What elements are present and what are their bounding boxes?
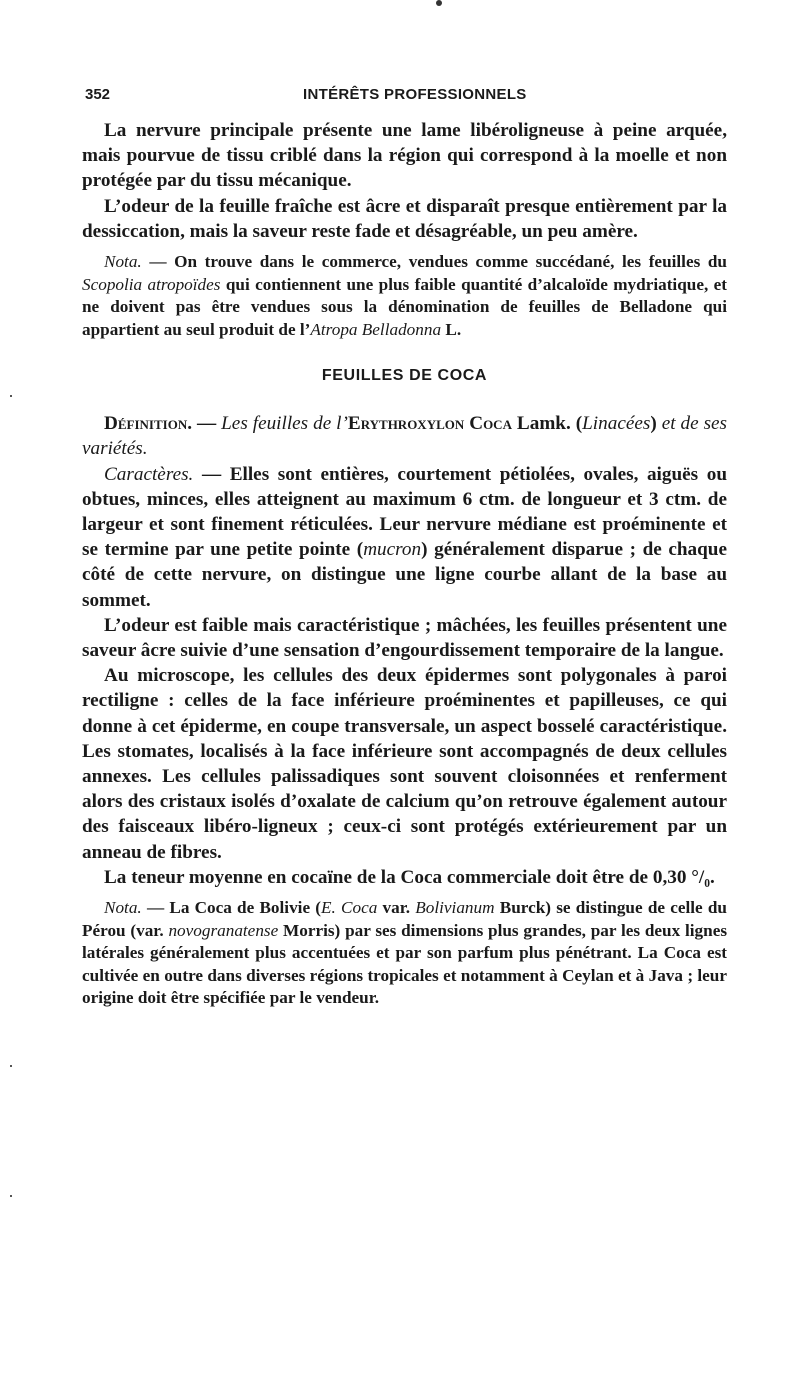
- definition-dash: —: [192, 413, 222, 435]
- nota-text: qui contiennent une plus faible quantité d’alcaloïde mydriatique, et ne doivent pas être vendues sous la dénomination de feuilles de Belladone qui appartient au seul produit de l’: [82, 274, 727, 339]
- definition-text: Lamk. (: [511, 413, 583, 435]
- definition-label: Définition.: [104, 413, 193, 435]
- species-name: Atropa Belladonna: [310, 319, 442, 339]
- nota-text: Morris) par ses dimensions plus grandes, par les deux lignes latérales généralement plus accentuées et par son parfum plus pénétrant. La Coca est cultivée en outre dans diverses régions tropicales et notamment à Ceylan et à Java ; leur origine doit être spécifiée par le vendeur.: [82, 920, 728, 1008]
- genus-name: Erythroxylon Coca: [347, 413, 512, 435]
- caracteres-text: ) généralement disparue ; de chaque côté de cette nervure, on distingue une ligne courbe allant de la base au sommet.: [82, 539, 727, 611]
- family-name: Linacées: [582, 413, 651, 435]
- page-body: [82, 118, 727, 1010]
- page-number: 352: [85, 86, 111, 103]
- definition-text: ): [650, 413, 657, 435]
- paragraph-caracteres: [82, 462, 727, 613]
- nota-text: — La Coca de Bolivie (: [141, 898, 322, 918]
- paragraph-microscope: Au microscope, les cellules des deux épidermes sont polygonales à paroi rectiligne : celles de la face inférieure proéminentes et papilleuses, ce qui donne à cet épiderme, en coupe transversale, un aspect bosselé caractéristique. Les stomates, localisés à la face inférieure sont accompagnés de deux cellules annexes. Les cellules palissadiques sont souvent cloisonnées et renferment alors des cristaux isolés d’oxalate de calcium qu’on retrouve également autour des faisceaux libéro-ligneux ; ceux-ci sont protégés extérieurement par un anneau de fibres.: [82, 665, 727, 863]
- nota-text: — On trouve dans le commerce, vendues comme succédané, les feuilles du: [141, 252, 727, 272]
- variety-name: Bolivianum: [415, 898, 495, 918]
- nota-text: Burck) se distingue de celle du Pérou (var.: [82, 898, 727, 940]
- nota-coca: [82, 897, 727, 1010]
- nota-text: var.: [377, 898, 416, 918]
- caracteres-text: — Elles sont entières, courtement pétiolées, ovales, aiguës ou obtues, minces, elles atteignent au maximum 6 ctm. de longueur et 3 ctm. de largeur et sont finement réticulées. Leur nervure médiane est proéminente et se termine par une petite pointe (: [82, 463, 727, 561]
- scan-speck: [10, 395, 12, 397]
- nota-text: L.: [441, 319, 462, 339]
- paragraph-odeur: L’odeur est faible mais caractéristique ; mâchées, les feuilles présentent une saveur âcre suivie d’une sensation d’engourdissement temporaire de la langue.: [82, 614, 727, 662]
- term-mucron: mucron: [363, 539, 422, 561]
- scan-speck: [10, 1065, 12, 1067]
- page-header: [85, 86, 725, 108]
- scan-mark: [436, 0, 442, 6]
- nota-scopolia: [82, 251, 727, 341]
- paragraph-odeur-feuille: L’odeur de la feuille fraîche est âcre et disparaît presque entièrement par la dessiccation, mais la saveur reste fade et désagréable, un peu amère.: [82, 195, 727, 242]
- definition-italic: Les feuilles de l’: [221, 413, 348, 435]
- paragraph-definition: [82, 411, 727, 461]
- nota-label: Nota.: [104, 252, 142, 272]
- species-name: E. Coca: [321, 898, 378, 918]
- nota-label: Nota.: [104, 898, 142, 918]
- section-title: FEUILLES DE COCA: [321, 367, 488, 385]
- paragraph-teneur: La teneur moyenne en cocaïne de la Coca commerciale doit être de 0,30 °/₀.: [104, 866, 715, 888]
- paragraph-nervure: La nervure principale présente une lame libéroligneuse à peine arquée, mais pourvue de tissu criblé dans la région qui correspond à la moelle et non protégée par du tissu mécanique.: [82, 120, 727, 192]
- running-title: INTÉRÊTS PROFESSIONNELS: [303, 86, 527, 103]
- caracteres-label: Caractères.: [104, 463, 194, 485]
- definition-italic: et de ses variétés.: [82, 413, 728, 460]
- species-name: Scopolia atropoïdes: [82, 274, 221, 294]
- variety-name: novogranatense: [168, 920, 279, 940]
- scan-speck: [10, 1195, 12, 1197]
